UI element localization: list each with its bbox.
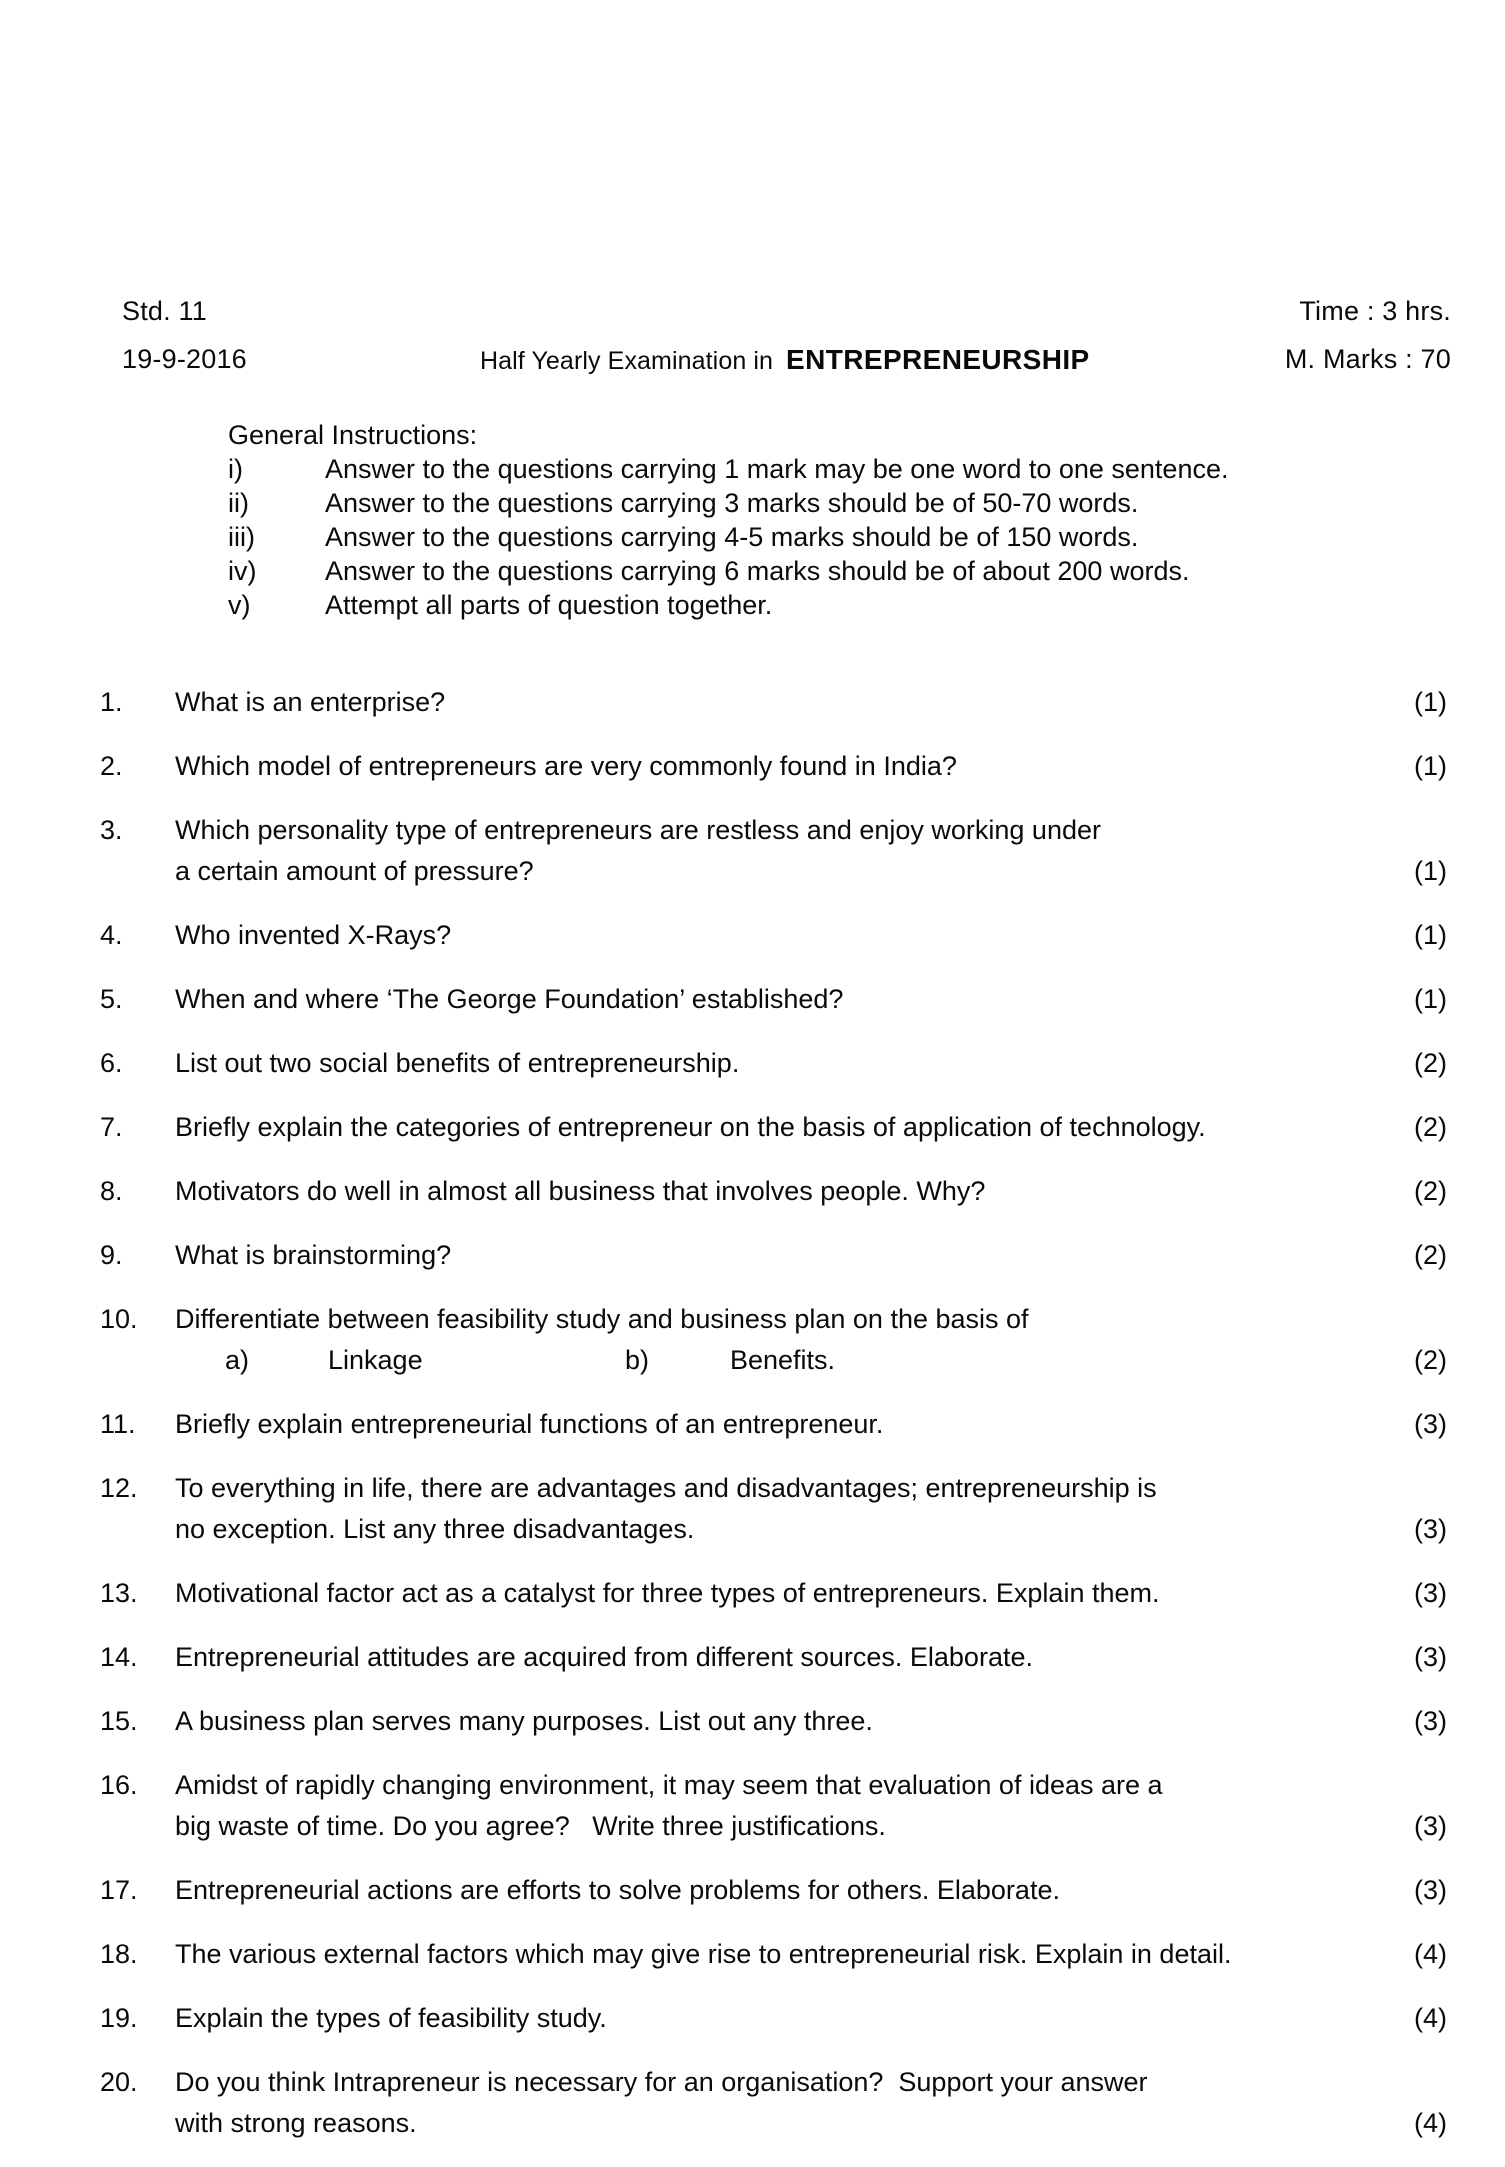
question-text: Do you think Intrapreneur is necessary for an organisation? Support your answer [175, 2067, 1148, 2097]
instruction-text: Answer to the questions carrying 3 marks should be of 50-70 words. [325, 488, 1139, 518]
question-marks: (2) [1414, 1240, 1447, 1270]
question-line [0, 746, 1505, 787]
question-line [0, 2103, 1505, 2144]
question-marks: (4) [1414, 2108, 1447, 2138]
question-marks: (3) [1414, 1578, 1447, 1608]
question-item [0, 1765, 1505, 1847]
question-number: 6. [100, 1048, 123, 1078]
question-spacer [0, 1445, 1505, 1468]
question-marks: (1) [1414, 751, 1447, 781]
question-spacer [0, 1614, 1505, 1637]
exam-title [480, 344, 1090, 376]
question-marks: (3) [1414, 1811, 1447, 1841]
instruction-number: i) [228, 454, 243, 484]
question-marks: (2) [1414, 1176, 1447, 1206]
question-marks: (3) [1414, 1875, 1447, 1905]
question-number: 2. [100, 751, 123, 781]
question-number: 12. [100, 1473, 138, 1503]
question-text: big waste of time. Do you agree? Write three justifications. [175, 1811, 886, 1841]
question-line [0, 1573, 1505, 1614]
question-marks: (3) [1414, 1514, 1447, 1544]
question-marks: (4) [1414, 2003, 1447, 2033]
question-marks: (3) [1414, 1706, 1447, 1736]
question-line [0, 1468, 1505, 1509]
question-text: The various external factors which may give rise to entrepreneurial risk. Explain in detail. [175, 1939, 1232, 1969]
standard-label: Std. 11 [122, 296, 207, 326]
question-number: 3. [100, 815, 123, 845]
subpart-label: a) [225, 1345, 250, 1375]
header-row-top [0, 296, 1505, 344]
question-text: Which model of entrepreneurs are very commonly found in India? [175, 751, 957, 781]
question-line [0, 1509, 1505, 1550]
question-number: 7. [100, 1112, 123, 1142]
instruction-number: v) [228, 590, 251, 620]
question-number: 4. [100, 920, 123, 950]
instructions-heading: General Instructions: [228, 420, 478, 450]
question-line [0, 1870, 1505, 1911]
instruction-text: Answer to the questions carrying 1 mark may be one word to one sentence. [325, 454, 1229, 484]
question-text: with strong reasons. [175, 2108, 417, 2138]
question-list [0, 682, 1505, 2167]
question-spacer [0, 1020, 1505, 1043]
general-instructions [0, 418, 1505, 622]
question-spacer [0, 1742, 1505, 1765]
question-item [0, 1171, 1505, 1212]
instruction-number: iv) [228, 556, 257, 586]
question-spacer [0, 1381, 1505, 1404]
question-marks: (1) [1414, 984, 1447, 1014]
question-item [0, 1573, 1505, 1614]
subpart-text: Benefits. [730, 1345, 836, 1375]
question-spacer [0, 1847, 1505, 1870]
exam-title-prefix: Half Yearly Examination in [480, 347, 774, 375]
question-line [0, 2062, 1505, 2103]
subpart-label: b) [625, 1345, 650, 1375]
question-spacer [0, 956, 1505, 979]
question-text: Motivators do well in almost all business that involves people. Why? [175, 1176, 986, 1206]
question-text: Amidst of rapidly changing environment, it may seem that evaluation of ideas are a [175, 1770, 1163, 1800]
question-marks: (1) [1414, 920, 1447, 950]
question-marks: (2) [1414, 1112, 1447, 1142]
instructions-list [0, 452, 1505, 622]
question-marks: (1) [1414, 687, 1447, 717]
question-text: Entrepreneurial attitudes are acquired from different sources. Elaborate. [175, 1642, 1033, 1672]
question-number: 17. [100, 1875, 138, 1905]
question-spacer [0, 1148, 1505, 1171]
instruction-number: iii) [228, 522, 255, 552]
question-line [0, 1806, 1505, 1847]
question-text: List out two social benefits of entrepreneurship. [175, 1048, 740, 1078]
max-marks-label: M. Marks : 70 [1284, 344, 1451, 374]
instruction-row [0, 554, 1505, 588]
question-spacer [0, 787, 1505, 810]
question-marks: (3) [1414, 1642, 1447, 1672]
question-number: 13. [100, 1578, 138, 1608]
question-spacer [0, 1911, 1505, 1934]
question-item [0, 1299, 1505, 1381]
question-item [0, 810, 1505, 892]
question-spacer [0, 1212, 1505, 1235]
question-number: 11. [100, 1409, 136, 1439]
question-spacer [0, 1276, 1505, 1299]
question-marks: (3) [1414, 1409, 1447, 1439]
instruction-number: ii) [228, 488, 249, 518]
question-number: 1. [100, 687, 123, 717]
question-line [0, 682, 1505, 723]
question-text: no exception. List any three disadvantages. [175, 1514, 695, 1544]
question-item [0, 1701, 1505, 1742]
question-text: Differentiate between feasibility study and business plan on the basis of [175, 1304, 1029, 1334]
question-spacer [0, 723, 1505, 746]
question-line [0, 1171, 1505, 1212]
question-line [0, 1235, 1505, 1276]
question-number: 15. [100, 1706, 138, 1736]
question-item [0, 2062, 1505, 2144]
question-number: 10. [100, 1304, 138, 1334]
header-row-bottom [0, 344, 1505, 392]
question-line [0, 979, 1505, 1020]
question-line [0, 1107, 1505, 1148]
question-line [0, 1998, 1505, 2039]
question-line [0, 1299, 1505, 1340]
question-item [0, 746, 1505, 787]
question-marks: (2) [1414, 1048, 1447, 1078]
question-line [0, 1043, 1505, 1084]
question-item [0, 1107, 1505, 1148]
question-item [0, 1637, 1505, 1678]
question-item [0, 1934, 1505, 1975]
instruction-text: Attempt all parts of question together. [325, 590, 773, 620]
question-line [0, 1637, 1505, 1678]
question-item [0, 682, 1505, 723]
question-item [0, 979, 1505, 1020]
question-text: A business plan serves many purposes. List out any three. [175, 1706, 873, 1736]
question-line [0, 1404, 1505, 1445]
question-text: What is brainstorming? [175, 1240, 452, 1270]
question-item [0, 1043, 1505, 1084]
question-text: Entrepreneurial actions are efforts to solve problems for others. Elaborate. [175, 1875, 1060, 1905]
question-line [0, 851, 1505, 892]
instruction-text: Answer to the questions carrying 4-5 marks should be of 150 words. [325, 522, 1139, 552]
question-number: 20. [100, 2067, 138, 2097]
question-line [0, 1765, 1505, 1806]
question-text: Explain the types of feasibility study. [175, 2003, 607, 2033]
instruction-row [0, 588, 1505, 622]
instruction-text: Answer to the questions carrying 6 marks should be of about 200 words. [325, 556, 1190, 586]
question-spacer [0, 1678, 1505, 1701]
question-text: Briefly explain the categories of entrepreneur on the basis of application of technology. [175, 1112, 1206, 1142]
instruction-row [0, 452, 1505, 486]
question-item [0, 1870, 1505, 1911]
question-line [0, 1934, 1505, 1975]
question-number: 18. [100, 1939, 138, 1969]
instruction-row [0, 520, 1505, 554]
question-spacer [0, 2144, 1505, 2167]
question-item [0, 1468, 1505, 1550]
question-spacer [0, 1975, 1505, 1998]
question-number: 5. [100, 984, 123, 1014]
question-item [0, 1404, 1505, 1445]
question-item [0, 1235, 1505, 1276]
question-line [0, 1701, 1505, 1742]
exam-time-label: Time : 3 hrs. [1299, 296, 1451, 326]
question-number: 19. [100, 2003, 138, 2033]
subpart-text: Linkage [328, 1345, 423, 1375]
question-spacer [0, 1550, 1505, 1573]
exam-header [0, 296, 1505, 406]
exam-subject: ENTREPRENEURSHIP [786, 344, 1090, 375]
question-text: Who invented X-Rays? [175, 920, 452, 950]
instruction-row [0, 486, 1505, 520]
question-number: 9. [100, 1240, 123, 1270]
question-line [0, 915, 1505, 956]
question-line [0, 810, 1505, 851]
question-item [0, 1998, 1505, 2039]
question-marks: (1) [1414, 856, 1447, 886]
question-spacer [0, 892, 1505, 915]
question-marks: (2) [1414, 1345, 1447, 1375]
question-text: a certain amount of pressure? [175, 856, 534, 886]
question-number: 8. [100, 1176, 123, 1206]
exam-date-label: 19-9-2016 [122, 344, 247, 374]
question-text: To everything in life, there are advantages and disadvantages; entrepreneurship is [175, 1473, 1157, 1503]
question-text: When and where ‘The George Foundation’ established? [175, 984, 844, 1014]
question-spacer [0, 1084, 1505, 1107]
question-item [0, 915, 1505, 956]
question-text: What is an enterprise? [175, 687, 446, 717]
question-number: 14. [100, 1642, 138, 1672]
question-text: Which personality type of entrepreneurs are restless and enjoy working under [175, 815, 1101, 845]
question-spacer [0, 2039, 1505, 2062]
question-text: Motivational factor act as a catalyst for three types of entrepreneurs. Explain them. [175, 1578, 1160, 1608]
question-subparts-row [0, 1340, 1505, 1381]
question-number: 16. [100, 1770, 138, 1800]
question-marks: (4) [1414, 1939, 1447, 1969]
question-text: Briefly explain entrepreneurial functions of an entrepreneur. [175, 1409, 884, 1439]
